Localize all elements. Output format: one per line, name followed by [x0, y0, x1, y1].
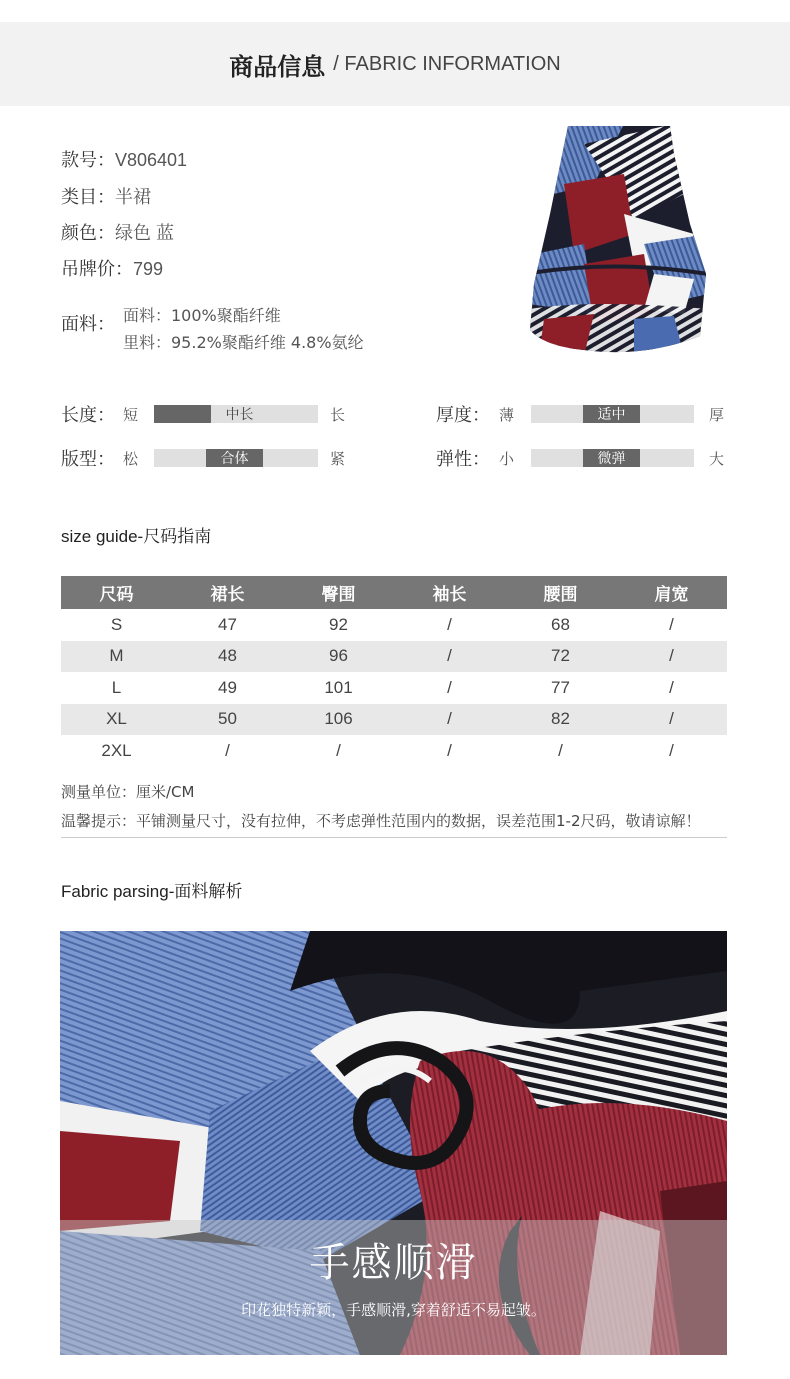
fabric-line-outer: 面料：100%聚酯纤维: [123, 306, 281, 325]
table-cell: 72: [505, 641, 616, 673]
table-cell: /: [669, 614, 674, 634]
length-scale: [61, 401, 361, 427]
price-value: 799: [133, 259, 164, 279]
skirt-product-image: [524, 124, 708, 356]
fit-level: 合体: [206, 449, 263, 467]
length-bar: [154, 405, 318, 423]
size-guide-heading: size guide-尺码指南: [61, 527, 212, 546]
category-row: [61, 183, 151, 209]
table-cell: /: [558, 740, 563, 760]
color-row: [61, 219, 174, 245]
price-label: 吊牌价：: [61, 259, 133, 280]
unit-note: 测量单位：厘米/CM: [61, 783, 195, 801]
col-header: 臀围: [283, 576, 394, 609]
table-cell: 92: [329, 614, 348, 634]
fit-label: 版型：: [61, 449, 115, 470]
thickness-label: 厚度：: [436, 405, 490, 426]
table-cell: 82: [505, 704, 616, 736]
table-cell: M: [61, 641, 172, 673]
table-cell: /: [616, 641, 727, 673]
table-cell: L: [111, 677, 122, 697]
table-cell: /: [394, 641, 505, 673]
table-cell: 2XL: [101, 740, 132, 760]
col-header: 肩宽: [616, 576, 727, 609]
tip-note: 温馨提示：平铺测量尺寸，没有拉伸，不考虑弹性范围内的数据，误差范围1-2尺码，敬请谅解！: [61, 812, 701, 830]
length-max: 长: [330, 405, 346, 424]
overlay-subtitle: 印花独特新颖，手感顺滑,穿着舒适不易起皱。: [241, 1301, 546, 1319]
table-cell: 49: [218, 677, 237, 697]
fabric-line-lining: 里料：95.2%聚酯纤维 4.8%氨纶: [123, 333, 364, 352]
fabric-closeup-image: [60, 931, 727, 1355]
length-level: 中长: [225, 407, 254, 423]
fabric-label: 面料：: [61, 314, 115, 335]
table-cell: 68: [551, 614, 570, 634]
price-row: [61, 255, 163, 281]
table-cell: S: [110, 614, 123, 634]
table-cell: /: [669, 740, 674, 760]
category-label: 类目：: [61, 187, 115, 208]
table-cell: 47: [218, 614, 237, 634]
style-number-value: V806401: [115, 150, 188, 170]
fit-max: 紧: [330, 449, 346, 468]
length-min: 短: [123, 405, 139, 424]
header-title-cn: 商品信息: [229, 52, 326, 81]
table-cell: 101: [324, 677, 353, 697]
table-cell: 77: [551, 677, 570, 697]
length-label: 长度：: [61, 405, 115, 426]
elasticity-level: 微弹: [583, 449, 640, 467]
table-cell: 96: [283, 641, 394, 673]
section-header: [0, 22, 790, 106]
category-value: 半裙: [115, 187, 151, 207]
fit-min: 松: [123, 449, 139, 468]
thickness-scale: [436, 401, 736, 427]
table-cell: /: [225, 740, 230, 760]
color-label: 颜色：: [61, 223, 115, 244]
thickness-min: 薄: [499, 405, 515, 424]
table-cell: /: [447, 740, 452, 760]
table-row: [61, 735, 727, 767]
elasticity-min: 小: [499, 449, 515, 468]
col-header: 尺码: [61, 576, 172, 609]
header-title-en: / FABRIC INFORMATION: [333, 52, 561, 75]
table-cell: 106: [283, 704, 394, 736]
size-table-header: [61, 576, 727, 609]
table-cell: 48: [172, 641, 283, 673]
fit-bar: [154, 449, 318, 467]
table-row: [61, 641, 727, 673]
table-cell: /: [336, 740, 341, 760]
table-row: [61, 704, 727, 736]
elasticity-scale: [436, 445, 736, 471]
table-cell: /: [616, 704, 727, 736]
elasticity-bar: [531, 449, 694, 467]
overlay-title: 手感顺滑: [309, 1240, 478, 1286]
thickness-bar: [531, 405, 694, 423]
col-header: 裙长: [172, 576, 283, 609]
elasticity-label: 弹性：: [436, 449, 490, 470]
table-cell: /: [394, 704, 505, 736]
divider: [61, 837, 727, 838]
size-table: [61, 576, 727, 767]
style-number-label: 款号：: [61, 150, 115, 171]
color-value: 绿色 蓝: [115, 223, 175, 243]
thickness-max: 厚: [709, 405, 725, 424]
table-cell: /: [669, 677, 674, 697]
table-cell: XL: [61, 704, 172, 736]
table-row: [61, 672, 727, 704]
table-cell: /: [447, 614, 452, 634]
col-header: 腰围: [505, 576, 616, 609]
col-header: 袖长: [394, 576, 505, 609]
table-cell: 50: [172, 704, 283, 736]
fit-scale: [61, 445, 361, 471]
fabric-parsing-heading: Fabric parsing-面料解析: [61, 882, 243, 901]
table-cell: /: [447, 677, 452, 697]
table-row: [61, 609, 727, 641]
elasticity-max: 大: [709, 449, 725, 468]
style-number-row: [61, 146, 187, 172]
thickness-level: 适中: [583, 405, 640, 423]
